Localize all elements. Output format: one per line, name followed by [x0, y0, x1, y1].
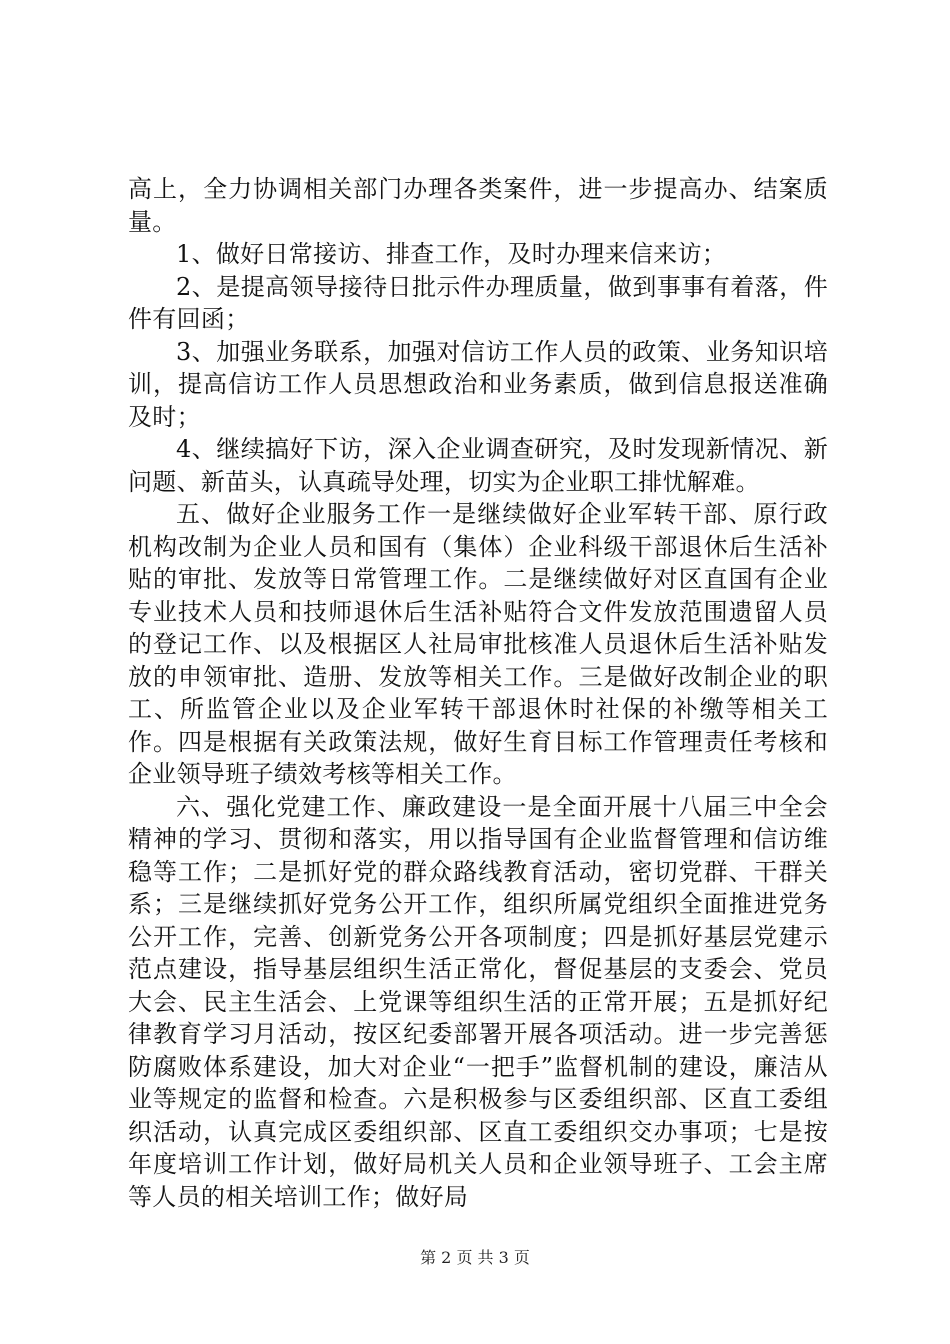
paragraph-item-3: 3、加强业务联系，加强对信访工作人员的政策、业务知识培训，提高信访工作人员思想政治和业务素质，做到信息报送准确及时；	[128, 337, 828, 431]
paragraph-item-4: 4、继续搞好下访，深入企业调查研究，及时发现新情况、新问题、新苗头，认真疏导处理，切实为企业职工排忧解难。	[128, 435, 828, 496]
paragraph-continuation: 高上，全力协调相关部门办理各类案件，进一步提高办、结案质量。	[128, 175, 828, 236]
paragraph-section-5: 五、做好企业服务工作一是继续做好企业军转干部、原行政机构改制为企业人员和国有（集体）企业科级干部退休后生活补贴的审批、发放等日常管理工作。二是继续做好对区直国有企业专业技术人员和技师退休后生活补贴符合文件发放范围遗留人员的登记工作、以及根据区人社局审批核准人员退休后生活补贴发放的申领审批、造册、发放等相关工作。三是做好改制企业的职工、所监管企业以及企业军转干部退休时社保的补缴等相关工作。四是根据有关政策法规，做好生育目标工作管理责任考核和企业领导班子绩效考核等相关工作。	[128, 500, 828, 788]
paragraph-section-6: 六、强化党建工作、廉政建设一是全面开展十八届三中全会精神的学习、贯彻和落实，用以指导国有企业监督管理和信访维稳等工作；二是抓好党的群众路线教育活动，密切党群、干群关系；三是继续抓好党务公开工作，组织所属党组织全面推进党务公开工作，完善、创新党务公开各项制度；四是抓好基层党建示范点建设，指导基层组织生活正常化，督促基层的支委会、党员大会、民主生活会、上党课等组织生活的正常开展；五是抓好纪律教育学习月活动，按区纪委部署开展各项活动。进一步完善惩防腐败体系建设，加大对企业“一把手”监督机制的建设，廉洁从业等规定的监督和检查。六是积极参与区委组织部、区直工委组织活动，认真完成区委组织部、区直工委组织交办事项；七是按年度培训工作计划，做好局机关人员和企业领导班子、工会主席等人员的相关培训工作；做好局	[128, 792, 828, 1211]
document-body	[128, 173, 828, 1213]
page-footer: 第 2 页 共 3 页	[420, 1248, 530, 1267]
paragraph-item-2: 2、是提高领导接待日批示件办理质量，做到事事有着落，件件有回函；	[128, 272, 828, 333]
paragraph-item-1: 1、做好日常接访、排查工作，及时办理来信来访；	[176, 240, 727, 268]
